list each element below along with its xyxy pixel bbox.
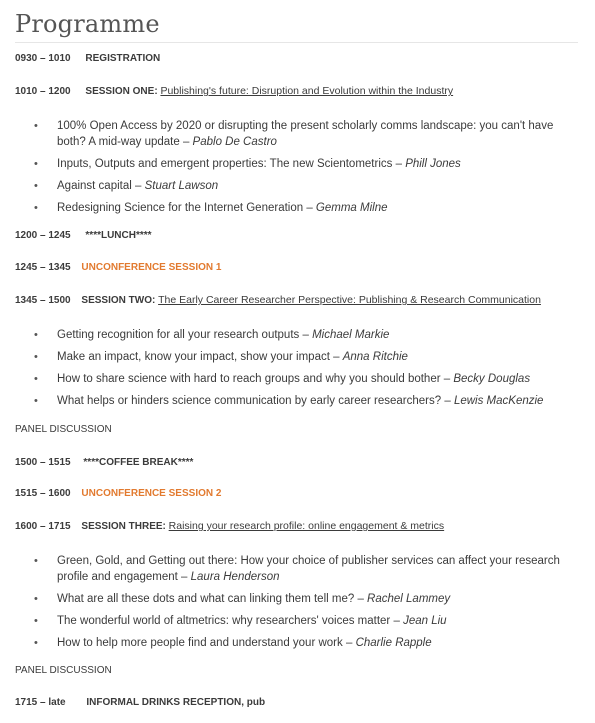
bullet-icon: • (34, 615, 38, 627)
session-label: UNCONFERENCE SESSION 2 (81, 488, 222, 499)
session-three-talks (15, 553, 575, 651)
time-slot: 1345 – 1500 (15, 295, 71, 306)
session-label: ****COFFEE BREAK**** (83, 457, 194, 468)
list-item: • Against capital – Stuart Lawson (34, 180, 219, 192)
list-item: • What helps or hinders science communication by early career researchers? – Lewis MacKenzie (34, 395, 544, 407)
list-item: • How to help more people find and understand your work – Charlie Rapple (34, 637, 432, 649)
session-label: UNCONFERENCE SESSION 1 (81, 262, 222, 273)
session-label: SESSION TWO: (81, 295, 156, 306)
time-slot: 1515 – 1600 (15, 488, 71, 499)
schedule-row-registration (15, 51, 160, 67)
session-label: ****LUNCH**** (85, 230, 152, 241)
list-item: • Redesigning Science for the Internet Generation – Gemma Milne (34, 202, 388, 214)
speaker-name: Gemma Milne (315, 202, 388, 214)
speaker-name: Charlie Rapple (355, 637, 432, 649)
bullet-icon: • (34, 180, 38, 192)
session-two-talks (15, 327, 575, 409)
time-slot: 1010 – 1200 (15, 86, 71, 97)
schedule-row-lunch (15, 228, 152, 244)
schedule-row-session-one (15, 83, 453, 99)
speaker-name: Stuart Lawson (144, 180, 219, 192)
panel-discussion-1: PANEL DISCUSSION (15, 424, 112, 435)
list-item: • Make an impact, know your impact, show your impact – Anna Ritchie (34, 351, 408, 363)
speaker-name: Jean Liu (403, 615, 447, 627)
schedule-row-coffee-break (15, 455, 193, 471)
bullet-icon: • (34, 555, 38, 567)
list-item: • How to share science with hard to reach groups and why you should bother – Becky Douglas (34, 373, 531, 385)
page-title: Programme (15, 10, 160, 38)
time-slot: 1600 – 1715 (15, 521, 71, 532)
speaker-name: Anna Ritchie (342, 351, 408, 363)
panel-discussion-2: PANEL DISCUSSION (15, 665, 112, 676)
schedule-row-unconference-1 (15, 260, 221, 276)
speaker-name: Phill Jones (405, 158, 461, 170)
schedule-row-session-two (15, 292, 541, 308)
bullet-icon: • (34, 593, 38, 605)
schedule-row-unconference-2 (15, 486, 221, 502)
session-two-link[interactable]: The Early Career Researcher Perspective: Publishing & Research Communication (158, 294, 541, 306)
speaker-name: Rachel Lammey (367, 593, 451, 605)
bullet-icon: • (34, 373, 38, 385)
bullet-icon: • (34, 329, 38, 341)
session-one-talks (15, 118, 575, 216)
speaker-name: Becky Douglas (453, 373, 531, 385)
session-one-link[interactable]: Publishing's future: Disruption and Evolution within the Industry (160, 85, 454, 97)
time-slot: 1500 – 1515 (15, 457, 71, 468)
list-item: • Inputs, Outputs and emergent properties: The new Scientometrics – Phill Jones (34, 158, 461, 170)
session-label: INFORMAL DRINKS RECEPTION, pub (86, 697, 266, 708)
list-item: • 100% Open Access by 2020 or disrupting the present scholarly comms landscape: you can't have both? A mid-way update – Pablo De Castro (34, 120, 554, 148)
session-label: SESSION THREE: (81, 521, 166, 532)
list-item: • What are all these dots and what can linking them tell me? – Rachel Lammey (34, 593, 451, 605)
time-slot: 0930 – 1010 (15, 53, 71, 64)
schedule-row-session-three (15, 518, 444, 534)
bullet-icon: • (34, 202, 38, 214)
time-slot: 1245 – 1345 (15, 262, 71, 273)
programme-page (15, 0, 580, 708)
session-label: REGISTRATION (85, 53, 161, 64)
time-slot: 1200 – 1245 (15, 230, 71, 241)
speaker-name: Pablo De Castro (192, 136, 277, 148)
bullet-icon: • (34, 120, 38, 132)
list-item: • The wonderful world of altmetrics: why researchers' voices matter – Jean Liu (34, 615, 447, 627)
bullet-icon: • (34, 158, 38, 170)
list-item: • Green, Gold, and Getting out there: How your choice of publisher services can affect your research profile and engagement – Laura Henderson (34, 555, 560, 583)
session-label: SESSION ONE: (85, 86, 158, 97)
bullet-icon: • (34, 637, 38, 649)
schedule-row-drinks-reception (15, 695, 265, 711)
speaker-name: Lewis MacKenzie (453, 395, 544, 407)
bullet-icon: • (34, 351, 38, 363)
speaker-name: Laura Henderson (190, 571, 280, 583)
session-three-link[interactable]: Raising your research profile: online engagement & metrics (168, 520, 445, 532)
bullet-icon: • (34, 395, 38, 407)
speaker-name: Michael Markie (312, 329, 390, 341)
title-divider (15, 42, 578, 43)
list-item: • Getting recognition for all your research outputs – Michael Markie (34, 329, 390, 341)
time-slot: 1715 – late (15, 697, 66, 708)
